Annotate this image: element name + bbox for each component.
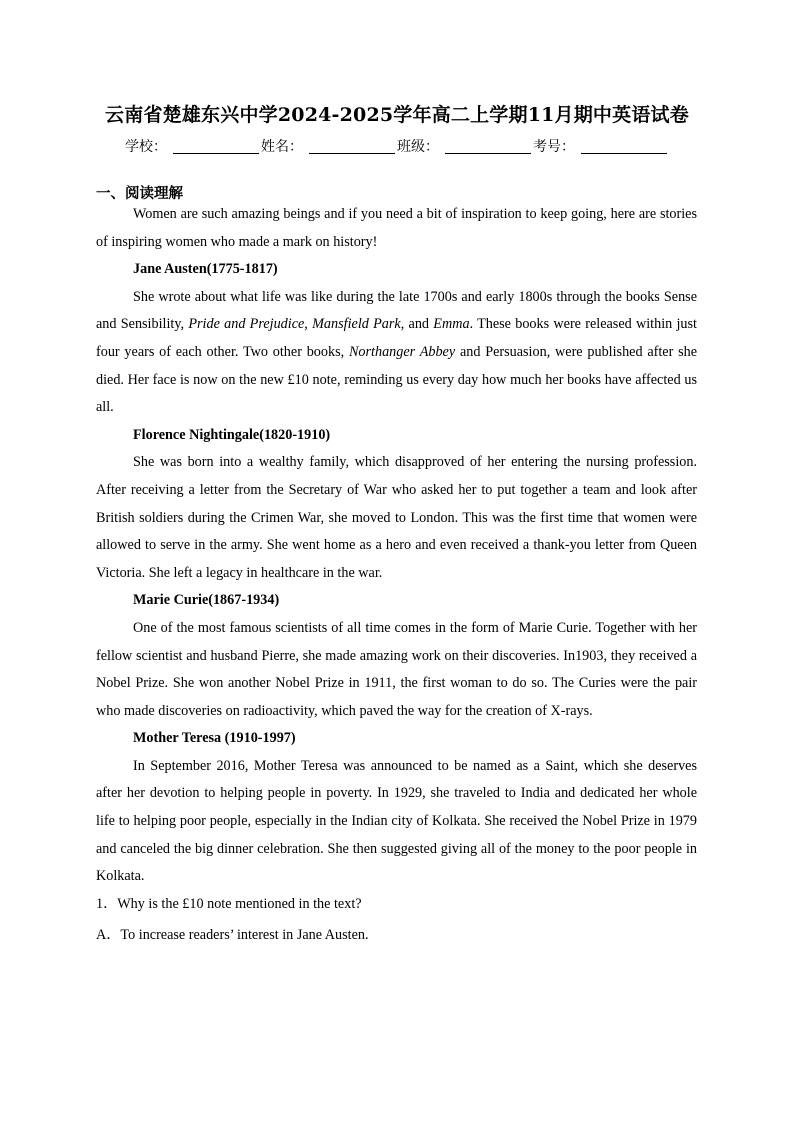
austen-text-end: and Persuasion, were published after she died. Her face is now on the new £10 note, reminding us every day how much her books have affected us all.: [96, 343, 698, 416]
number-blank[interactable]: [581, 139, 667, 154]
curie-heading: Marie Curie(1867-1934): [133, 592, 280, 609]
name-label: 姓名：: [261, 139, 303, 155]
austen-title-pride: Pride and Prejudice, Mansfield Park,: [188, 316, 405, 333]
austen-paragraph: [96, 284, 697, 422]
teresa-heading: Mother Teresa (1910-1997): [133, 730, 296, 747]
name-blank[interactable]: [309, 139, 395, 154]
option-a[interactable]: A．To increase readers’ interest in Jane Austen.: [96, 927, 369, 944]
reading-passage: [96, 201, 697, 950]
austen-text-start: She wrote about what life was like during the late 1700s and early 1800s through the books Sense and Sensibility,: [96, 288, 697, 333]
number-label: 考号：: [533, 139, 575, 155]
intro-paragraph: Women are such amazing beings and if you need a bit of inspiration to keep going, here are stories of inspiring women who made a mark on history!: [96, 206, 697, 250]
austen-title-emma: Emma: [433, 316, 470, 333]
austen-text-and: and: [404, 316, 434, 333]
question-1: 1．Why is the £10 note mentioned in the text?: [96, 895, 362, 912]
curie-paragraph: One of the most famous scientists of all time comes in the form of Marie Curie. Together with her fellow scientist and husband Pierre, she made amazing work on their discoveries. In1903, they received a Nobel Prize. She won another Nobel Prize in 1911, the first woman to do so. The Curies were the pair who made discoveries on radioactivity, which paved the way for the creation of X-rays.: [96, 619, 697, 719]
exam-title: 云南省楚雄东兴中学2024-2025学年高二上学期11月期中英语试卷: [105, 104, 689, 126]
austen-text-mid: . These books were released within just four years of each other. Two other books,: [96, 316, 697, 360]
school-label: 学校：: [125, 139, 167, 155]
class-label: 班级：: [397, 139, 439, 155]
nightingale-heading: Florence Nightingale(1820-1910): [133, 426, 331, 443]
teresa-paragraph: In September 2016, Mother Teresa was announced to be named as a Saint, which she deserves after her devotion to helping people in poverty. In 1929, she traveled to India and dedicated her whole life to helping poor people, especially in the Indian city of Kolkata. She received the Nobel Prize in 1979 and canceled the big dinner celebration. She then suggested giving all of the money to the poor people in Kolkata.: [96, 757, 697, 885]
austen-heading: Jane Austen(1775-1817): [133, 261, 278, 278]
school-blank[interactable]: [173, 139, 259, 154]
nightingale-paragraph: She was born into a wealthy family, which disapproved of her entering the nursing profession. After receiving a letter from the Secretary of War who asked her to put together a team and look after British soldiers during the Crimen War, she moved to London. This was the first time that women were allowed to serve in the army. She went home as a hero and even received a thank-you letter from Queen Victoria. She left a legacy in healthcare in the war.: [96, 454, 697, 581]
section-title: 一、阅读理解: [96, 186, 183, 202]
austen-title-northanger: Northanger Abbey: [348, 343, 456, 360]
student-info-line: [0, 136, 794, 156]
class-blank[interactable]: [445, 139, 531, 154]
